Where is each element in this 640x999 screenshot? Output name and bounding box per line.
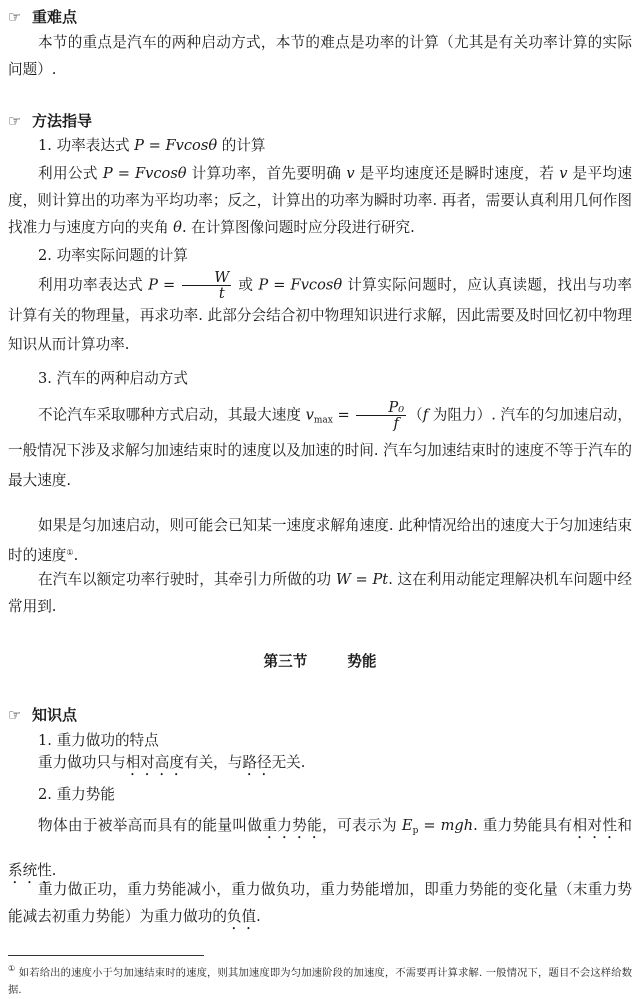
paragraph: 利用功率表达式 P = $\frac{W}{t}$ 或 P = Fvcosθ 计算实际问题时，应认真读题，找出与功率计算有关的物理量，再求功率. 此部分会结合初中物理知识进行求解，因此需要及时回忆初中物理知识从而计算功率. [8, 269, 632, 353]
footnote-mark: ① [8, 964, 16, 973]
item-title: 1. 重力做功的特点 [38, 732, 159, 749]
paragraph: 重力做正功，重力势能减小，重力做负功，重力势能增加，即重力势能的变化量（末重力势能减去初重力势能）为重力做功的负值. [8, 881, 632, 925]
paragraph: 物体由于被举高而具有的能量叫做重力势能，可表示为 $E_p$ = mgh. 重力势能具有相对性和系统性. [8, 817, 633, 879]
heading-text: 重难点 [32, 8, 78, 26]
item-title: 2. 功率实际问题的计算 [38, 247, 188, 264]
formula: P = Fvcosθ [258, 276, 343, 294]
heading-text: 知识点 [32, 706, 78, 724]
item-title: 2. 重力势能 [38, 786, 115, 803]
pointing-hand-icon: ☞ [8, 112, 22, 130]
section-heading-key-points [8, 6, 77, 28]
paragraph: 在汽车以额定功率行驶时，其牵引力所做的功 W = Pt. 这在利用动能定理解决机车问题中经常用到. [8, 571, 632, 615]
section-heading-knowledge [8, 704, 77, 726]
chapter-section-title: 第三节 势能 [263, 653, 377, 670]
emphasis: 重力势能 [262, 817, 323, 834]
pointing-hand-icon: ☞ [8, 8, 22, 26]
fraction: $\frac{\text{P₀}}{f}$ [356, 400, 406, 431]
section-heading-method-guide [8, 110, 92, 132]
emphasis: 负值 [226, 908, 257, 925]
heading-text: 方法指导 [32, 112, 93, 130]
paragraph: 重力做功只与相对高度有关，与路径无关. [38, 754, 306, 771]
formula: W = Pt [335, 571, 389, 588]
item-title: 1. 功率表达式 P = Fvcosθ 的计算 [38, 137, 266, 154]
emphasis: 系统性 [8, 862, 52, 879]
item-title: 3. 汽车的两种启动方式 [38, 370, 188, 387]
formula: P = Fvcosθ [102, 165, 187, 182]
footnote: ① 如若给出的速度小于匀加速结束时的速度，则其加速度即为匀加速阶段的加速度，不需要再计算求解. 一般情况下，题目不会这样给数据. [8, 964, 632, 996]
emphasis: 相对性 [572, 817, 618, 834]
footnote-reference: ① [66, 548, 74, 557]
paragraph: 本节的重点是汽车的两种启动方式，本节的难点是功率的计算（尤其是有关功率计算的实际问题）. [8, 34, 632, 78]
pointing-hand-icon: ☞ [8, 706, 22, 724]
emphasis: 路径 [242, 754, 272, 771]
paragraph: 利用公式 P = Fvcosθ 计算功率，首先要明确 v 是平均速度还是瞬时速度，若 v 是平均速度，则计算出的功率为平均功率；反之，计算出的功率为瞬时功率. 再者，需要认真利用几何作图找准力与速度方向的夹角 θ. 在计算图像问题时应分段进行研究. [8, 165, 633, 236]
paragraph: 不论汽车采取哪种方式启动，其最大速度 $v_{max}$ = $\frac{\text{P₀}}{f}$ （f 为阻力）. 汽车的匀加速启动，一般情况下涉及求解匀加速结束时的速度以及加速的时间. 汽车匀加速结束时的速度不等于汽车的最大速度. [8, 399, 633, 489]
footnote-divider [8, 955, 204, 956]
paragraph: 如果是匀加速启动，则可能会已知某一速度求解角速度. 此种情况给出的速度大于匀加速结束时的速度①. [8, 517, 632, 564]
emphasis: 相对高度 [125, 754, 184, 771]
fraction: $\frac{W}{t}$ [182, 270, 231, 301]
formula: P = Fvcosθ [134, 137, 218, 154]
